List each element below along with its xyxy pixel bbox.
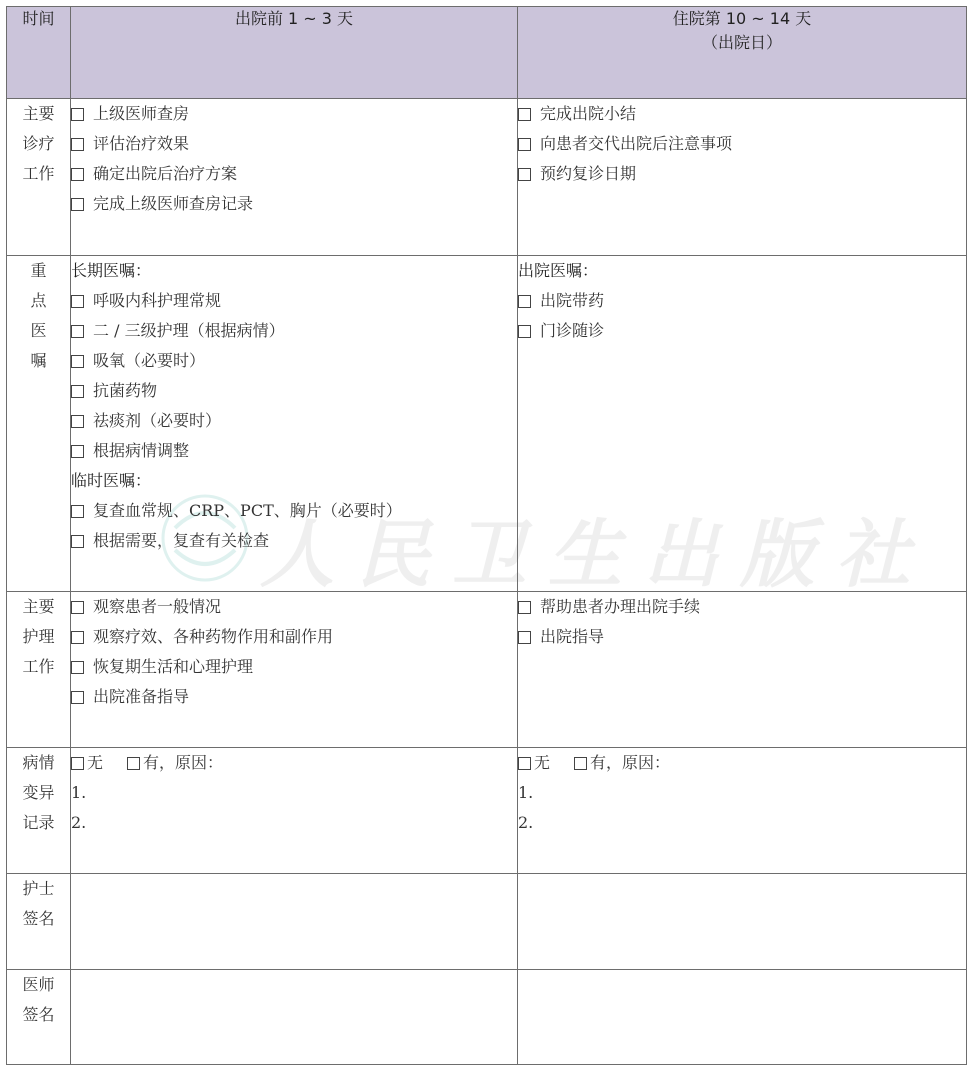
checkbox-yes[interactable] [127, 757, 140, 770]
header-row [7, 7, 967, 99]
checklist-item[interactable]: 门诊随诊 [518, 316, 966, 346]
checkbox[interactable] [71, 355, 84, 368]
diagnosis-pre-cell [71, 99, 518, 256]
row-nursing-work [7, 592, 967, 748]
checkbox[interactable] [518, 325, 531, 338]
nursing-pre-cell [71, 592, 518, 748]
pathway-table [6, 6, 967, 1065]
checklist-item[interactable]: 恢复期生活和心理护理 [71, 652, 517, 682]
doctor-signature-pre-field[interactable] [71, 970, 518, 1065]
reason-line-2[interactable]: 2. [71, 813, 87, 832]
checkbox[interactable] [71, 198, 84, 211]
long-term-orders-heading: 长期医嘱： [71, 261, 152, 280]
temporary-orders-heading: 临时医嘱： [71, 471, 152, 490]
row-doctor-signature [7, 970, 967, 1065]
checklist-item[interactable]: 观察患者一般情况 [71, 592, 517, 622]
checklist-item[interactable]: 评估治疗效果 [71, 129, 517, 159]
checkbox[interactable] [518, 601, 531, 614]
variation-choice: 无 有，原因： [71, 748, 517, 778]
checklist-item[interactable]: 确定出院后治疗方案 [71, 159, 517, 189]
header-pre-discharge: 出院前 1 ~ 3 天 [71, 7, 518, 99]
checklist-item[interactable]: 完成上级医师查房记录 [71, 189, 517, 219]
checkbox[interactable] [71, 138, 84, 151]
diagnosis-day-cell [518, 99, 967, 256]
header-day-line2: （出院日） [701, 33, 782, 52]
checkbox[interactable] [71, 601, 84, 614]
label-nurse-signature: 护士 签名 [7, 874, 71, 970]
checklist-item[interactable]: 抗菌药物 [71, 376, 517, 406]
reason-line-1[interactable]: 1. [518, 783, 534, 802]
checkbox[interactable] [71, 631, 84, 644]
checkbox-none[interactable] [71, 757, 84, 770]
checklist-item[interactable]: 根据需要，复查有关检查 [71, 526, 517, 556]
checklist-item[interactable]: 出院指导 [518, 622, 966, 652]
checkbox[interactable] [71, 385, 84, 398]
nursing-day-cell [518, 592, 967, 748]
checkbox[interactable] [71, 691, 84, 704]
header-discharge-day [518, 7, 967, 99]
doctor-signature-day-field[interactable] [518, 970, 967, 1065]
variation-day-cell [518, 748, 967, 874]
nurse-signature-day-field[interactable] [518, 874, 967, 970]
checklist-item[interactable]: 向患者交代出院后注意事项 [518, 129, 966, 159]
checkbox[interactable] [71, 108, 84, 121]
row-key-orders [7, 256, 967, 592]
label-key-orders: 重 点 医 嘱 [7, 256, 71, 592]
checkbox[interactable] [71, 415, 84, 428]
watermark-text: 人民卫生出版社 [260, 512, 932, 598]
checklist-item[interactable]: 出院准备指导 [71, 682, 517, 712]
checkbox-yes[interactable] [574, 757, 587, 770]
row-variation-record [7, 748, 967, 874]
checkbox[interactable] [71, 661, 84, 674]
checkbox[interactable] [518, 295, 531, 308]
checklist-item[interactable]: 二 / 三级护理（根据病情） [71, 316, 517, 346]
reason-line-1[interactable]: 1. [71, 783, 87, 802]
checkbox[interactable] [71, 505, 84, 518]
reason-line-2[interactable]: 2. [518, 813, 534, 832]
checkbox[interactable] [71, 295, 84, 308]
label-diagnosis-work: 主要 诊疗 工作 [7, 99, 71, 256]
checklist-item[interactable]: 帮助患者办理出院手续 [518, 592, 966, 622]
checkbox[interactable] [71, 445, 84, 458]
checklist-item[interactable]: 上级医师查房 [71, 99, 517, 129]
nurse-signature-pre-field[interactable] [71, 874, 518, 970]
checkbox[interactable] [71, 325, 84, 338]
checklist-item[interactable]: 出院带药 [518, 286, 966, 316]
header-time: 时间 [7, 7, 71, 99]
checkbox-none[interactable] [518, 757, 531, 770]
checklist-item[interactable]: 预约复诊日期 [518, 159, 966, 189]
label-doctor-signature: 医师 签名 [7, 970, 71, 1065]
label-nursing-work: 主要 护理 工作 [7, 592, 71, 748]
checklist-item[interactable]: 观察疗效、各种药物作用和副作用 [71, 622, 517, 652]
checklist-item[interactable]: 完成出院小结 [518, 99, 966, 129]
checklist-item[interactable]: 呼吸内科护理常规 [71, 286, 517, 316]
label-variation-record: 病情 变异 记录 [7, 748, 71, 874]
checkbox[interactable] [518, 108, 531, 121]
checkbox[interactable] [71, 535, 84, 548]
discharge-orders-heading: 出院医嘱： [518, 261, 599, 280]
checklist-item[interactable]: 祛痰剂（必要时） [71, 406, 517, 436]
checkbox[interactable] [518, 138, 531, 151]
checklist-item[interactable]: 根据病情调整 [71, 436, 517, 466]
checkbox[interactable] [71, 168, 84, 181]
variation-choice: 无 有，原因： [518, 748, 966, 778]
orders-day-cell [518, 256, 967, 592]
checkbox[interactable] [518, 168, 531, 181]
orders-pre-cell [71, 256, 518, 592]
variation-pre-cell [71, 748, 518, 874]
checklist-item[interactable]: 复查血常规、CRP、PCT、胸片（必要时） [71, 496, 517, 526]
checkbox[interactable] [518, 631, 531, 644]
header-day-line1: 住院第 10 ~ 14 天 [672, 9, 812, 28]
row-nurse-signature [7, 874, 967, 970]
checklist-item[interactable]: 吸氧（必要时） [71, 346, 517, 376]
row-diagnosis-work [7, 99, 967, 256]
